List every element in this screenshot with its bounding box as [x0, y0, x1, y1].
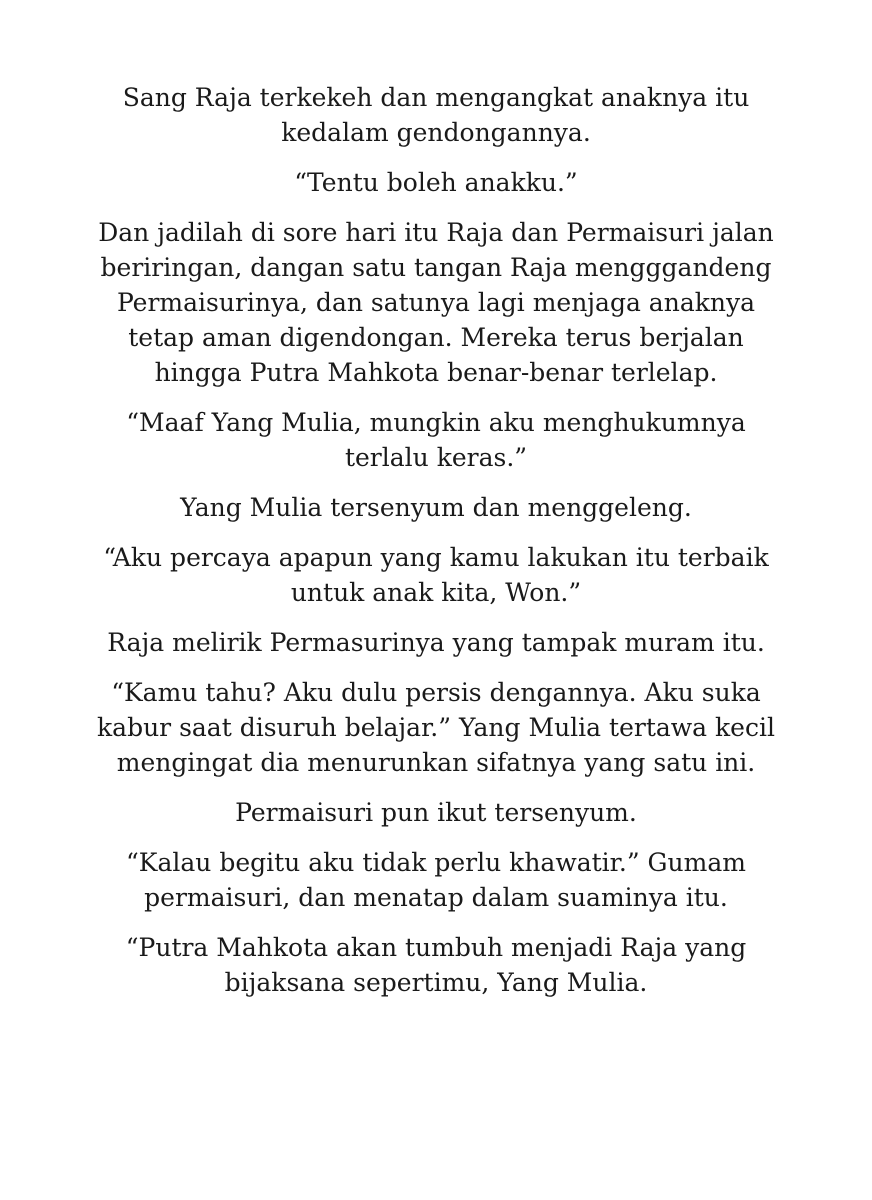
paragraph [70, 845, 802, 915]
text-line: terlalu keras.” [344, 443, 528, 472]
paragraph [70, 675, 802, 780]
paragraph [70, 215, 802, 390]
text-line: “Kalau begitu aku tidak perlu khawatir.” Gumam [126, 848, 746, 877]
text-line: “Maaf Yang Mulia, mungkin aku menghukumnya [126, 408, 746, 437]
text-line: “Tentu boleh anakku.” [294, 168, 578, 197]
text-line: “Putra Mahkota akan tumbuh menjadi Raja yang [125, 933, 747, 962]
text-line: “Kamu tahu? Aku dulu persis dengannya. Aku suka [111, 678, 761, 707]
text-line: “Aku percaya apapun yang kamu lakukan itu terbaik [103, 543, 769, 572]
text-line: bijaksana sepertimu, Yang Mulia. [224, 968, 648, 997]
text-line: beriringan, dangan satu tangan Raja mengggandeng [100, 253, 772, 282]
paragraph [70, 165, 802, 200]
text-line: Dan jadilah di sore hari itu Raja dan Permaisuri jalan [98, 218, 774, 247]
text-line: mengingat dia menurunkan sifatnya yang satu ini. [116, 748, 756, 777]
text-line: tetap aman digendongan. Mereka terus berjalan [128, 323, 744, 352]
text-line: kabur saat disuruh belajar.” Yang Mulia tertawa kecil [97, 713, 775, 742]
text-line: Permaisurinya, dan satunya lagi menjaga anaknya [116, 288, 755, 317]
text-line: permaisuri, dan menatap dalam suaminya itu. [144, 883, 728, 912]
text-line: hingga Putra Mahkota benar-benar terlelap. [154, 358, 718, 387]
paragraph [70, 795, 802, 830]
text-line: Raja melirik Permasurinya yang tampak muram itu. [107, 628, 765, 657]
text-line: Permaisuri pun ikut tersenyum. [235, 798, 637, 827]
text-line: kedalam gendongannya. [281, 118, 591, 147]
paragraph [70, 405, 802, 475]
paragraph [70, 490, 802, 525]
text-line: Yang Mulia tersenyum dan menggeleng. [180, 493, 692, 522]
paragraph [70, 80, 802, 150]
paragraph [70, 930, 802, 1000]
text-line: untuk anak kita, Won.” [290, 578, 582, 607]
text-line: Sang Raja terkekeh dan mengangkat anaknya itu [122, 83, 750, 112]
paragraph [70, 540, 802, 610]
paragraph [70, 625, 802, 660]
